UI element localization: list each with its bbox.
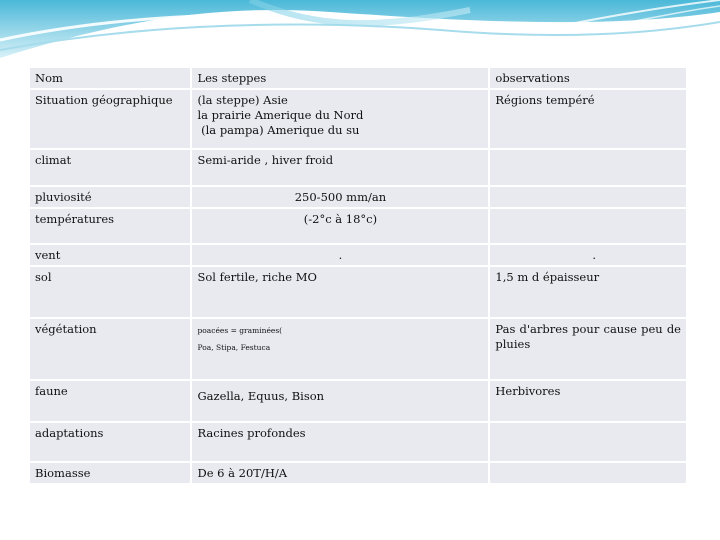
table-row (30, 267, 686, 317)
cell-adaptations-obs (490, 423, 686, 461)
row-label-sol: sol (30, 267, 190, 317)
table-row (30, 209, 686, 243)
table-row (30, 245, 686, 265)
situation-line: (la steppe) Asie (197, 93, 288, 107)
table-row (30, 90, 686, 148)
cell-faune-value: Gazella, Equus, Bison (192, 381, 488, 421)
situation-line: (la pampa) Amerique du su (197, 122, 360, 137)
situation-line: la prairie Amerique du Nord (197, 107, 364, 122)
cell-adaptations-value: Racines profondes (192, 423, 488, 461)
row-label-temperatures: températures (30, 209, 190, 243)
cell-observations-header: observations (490, 68, 686, 88)
row-label-situation: Situation géographique (30, 90, 190, 148)
row-label-vegetation: végétation (30, 319, 190, 379)
steppes-table (28, 66, 688, 485)
table-row (30, 319, 686, 379)
cell-pluviosite-value: 250-500 mm/an (192, 187, 488, 207)
cell-vegetation-value (192, 319, 488, 379)
row-label-pluviosite: pluviosité (30, 187, 190, 207)
table-row (30, 150, 686, 185)
cell-climat-value: Semi-aride , hiver froid (192, 150, 488, 185)
cell-sol-obs: 1,5 m d épaisseur (490, 267, 686, 317)
cell-climat-obs (490, 150, 686, 185)
cell-vegetation-obs: Pas d'arbres pour cause peu de pluies (490, 319, 686, 379)
row-label-nom: Nom (30, 68, 190, 88)
row-label-faune: faune (30, 381, 190, 421)
table-row (30, 187, 686, 207)
cell-temperatures-obs (490, 209, 686, 243)
cell-biomasse-obs (490, 463, 686, 483)
vegetation-species: Poa, Stipa, Festuca (197, 342, 271, 352)
cell-pluviosite-obs (490, 187, 686, 207)
row-label-biomasse: Biomasse (30, 463, 190, 483)
cell-temperatures-value: (-2°c à 18°c) (192, 209, 488, 243)
cell-faune-obs: Herbivores (490, 381, 686, 421)
cell-vent-value: . (192, 245, 488, 265)
table-row (30, 423, 686, 461)
table-row (30, 68, 686, 88)
table-row (30, 463, 686, 483)
cell-sol-value: Sol fertile, riche MO (192, 267, 488, 317)
row-label-climat: climat (30, 150, 190, 185)
cell-situation-obs: Régions tempéré (490, 90, 686, 148)
table-row (30, 381, 686, 421)
cell-biomasse-value: De 6 à 20T/H/A (192, 463, 488, 483)
header-wave-decoration (0, 0, 720, 70)
cell-vent-obs: . (490, 245, 686, 265)
vegetation-line: poacées = graminées( (197, 325, 283, 335)
cell-situation-value (192, 90, 488, 148)
row-label-adaptations: adaptations (30, 423, 190, 461)
row-label-vent: vent (30, 245, 190, 265)
cell-nom-value: Les steppes (192, 68, 488, 88)
